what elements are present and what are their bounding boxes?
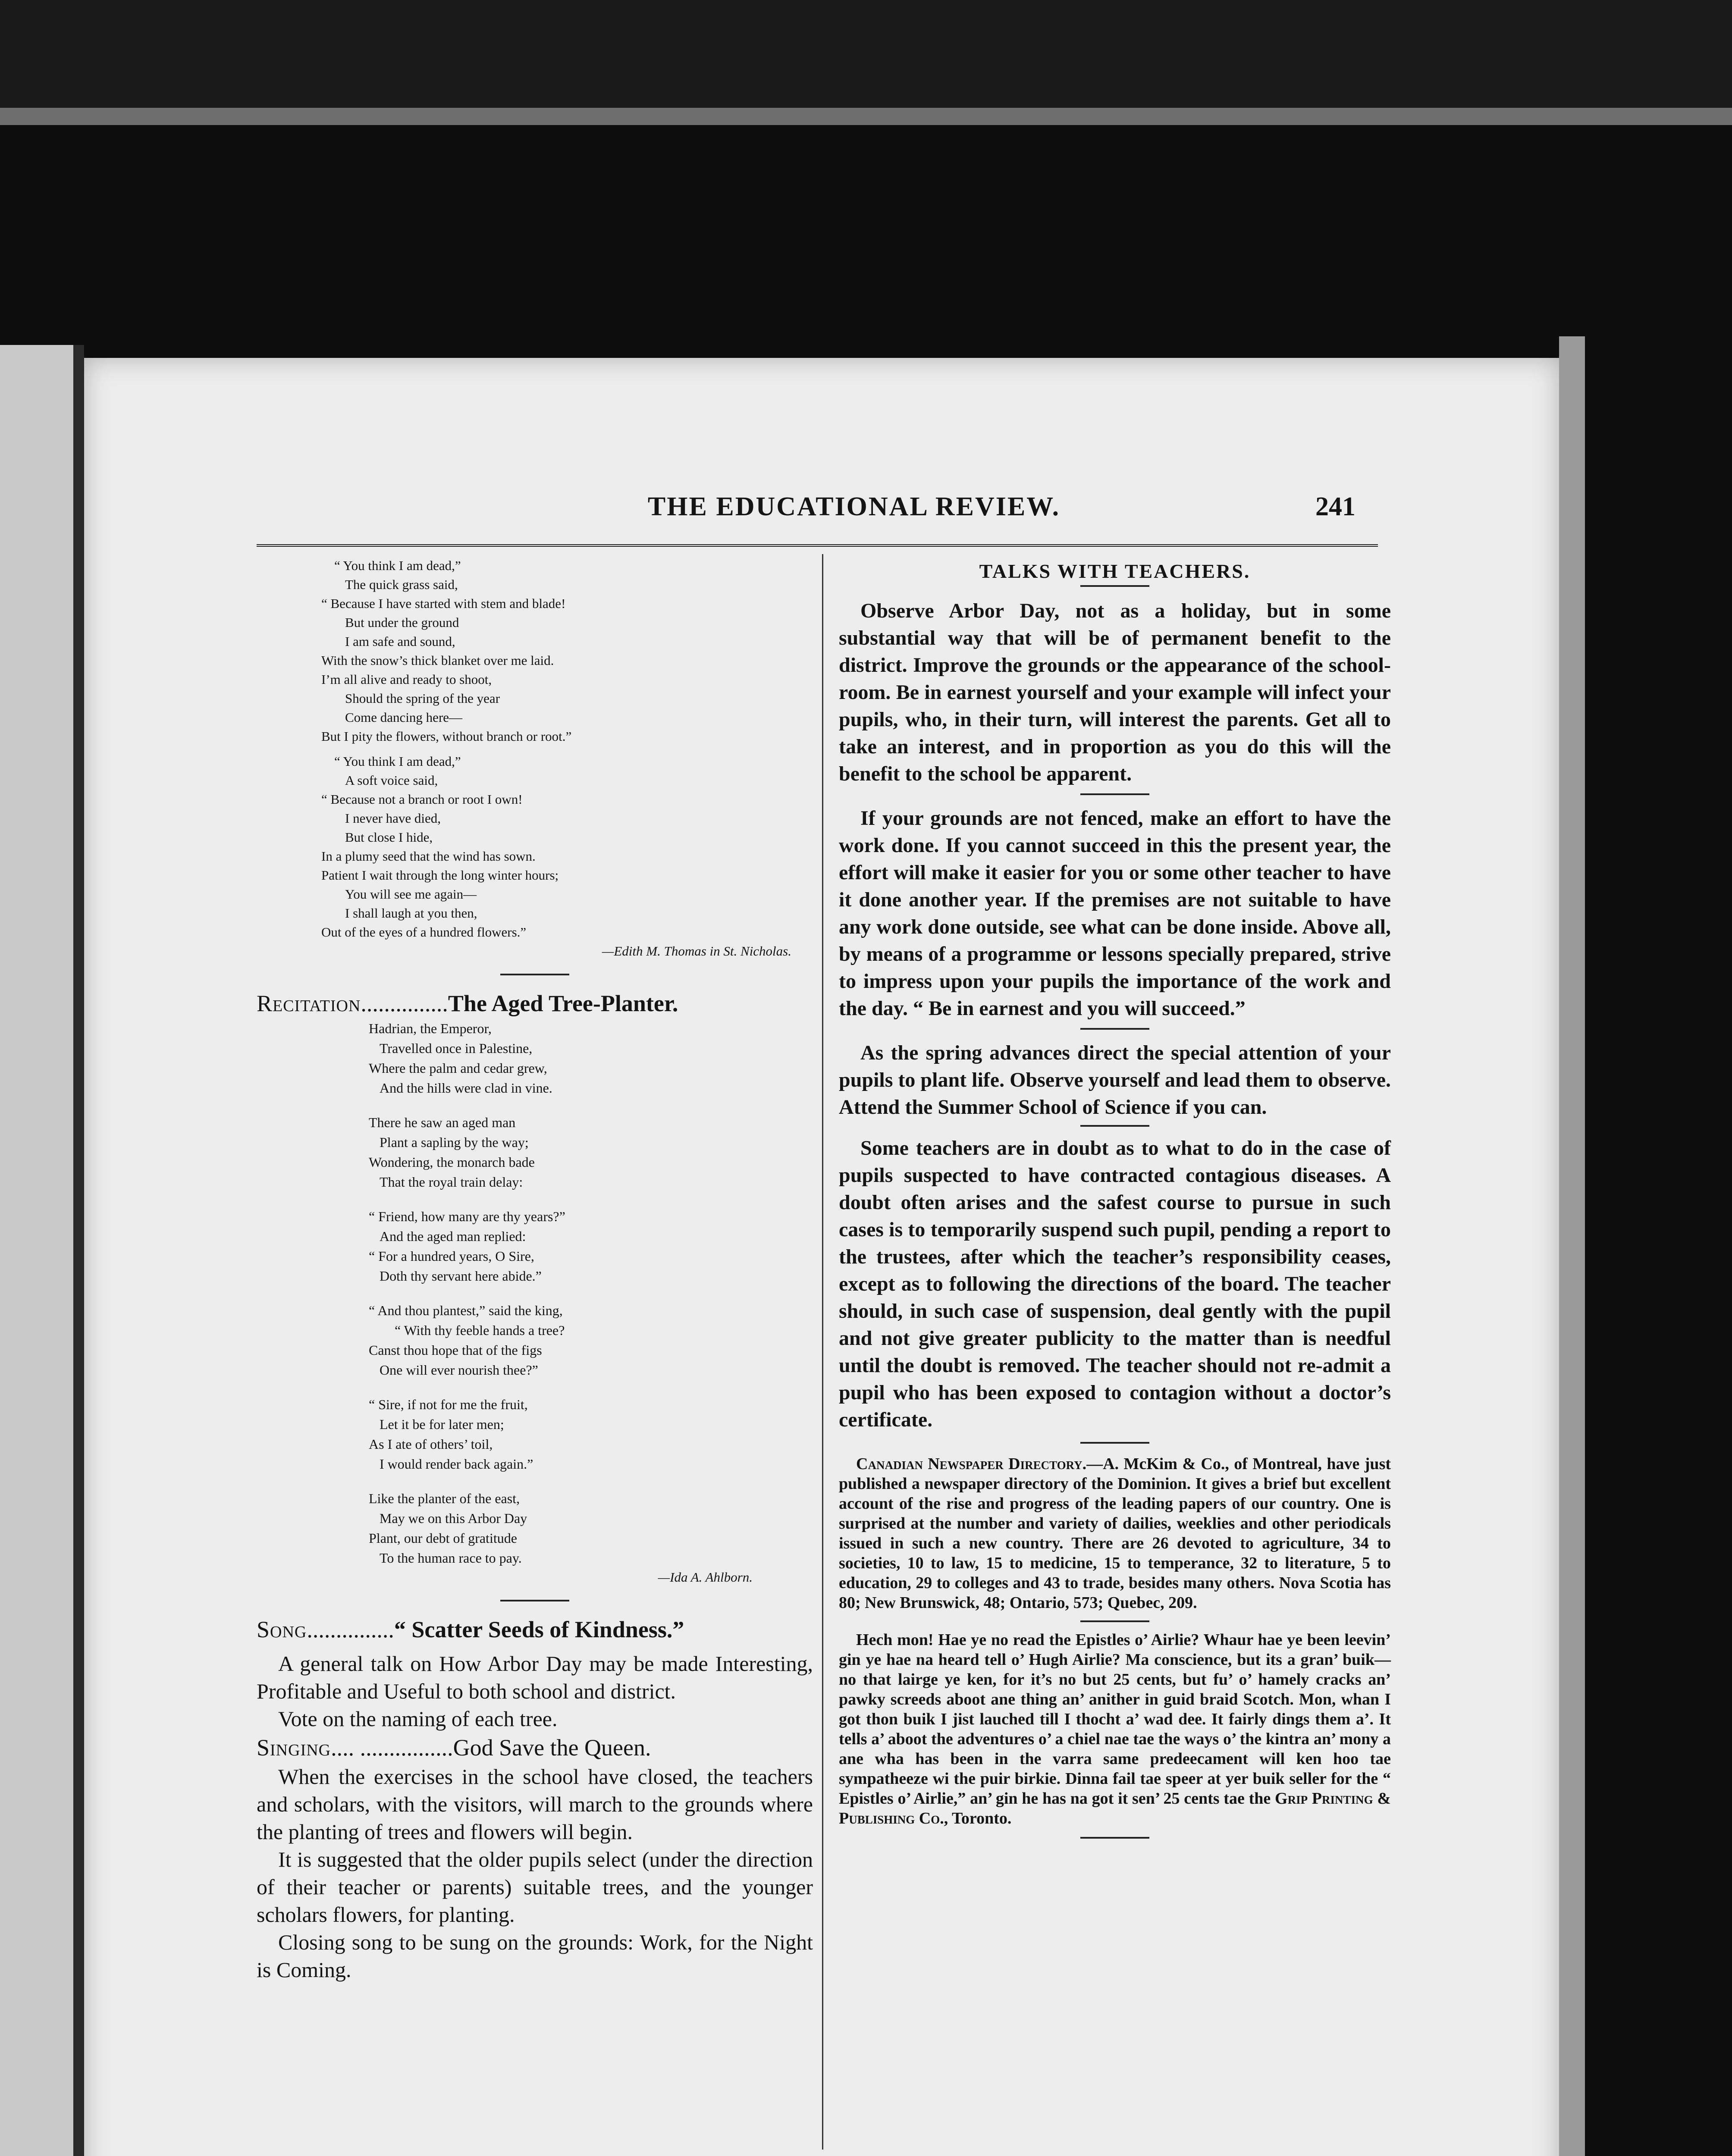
song-heading	[257, 1614, 813, 1645]
poem-aged-tree-planter	[257, 1018, 813, 1568]
poem-line: I am safe and sound,	[345, 634, 455, 649]
epistles-advert	[839, 1630, 1391, 1828]
poem-line: You will see me again—	[345, 887, 477, 902]
poem-line: In a plumy seed that the wind has sown.	[321, 849, 536, 864]
poem-line: There he saw an aged man	[369, 1115, 516, 1130]
poem-line: “ Friend, how many are thy years?”	[369, 1209, 565, 1224]
talk-paragraph: If your grounds are not fenced, make an effort to have the work done. If you cannot succeed in this the present year, the effort will make it easier for you or some other teacher to have it done another year. If the premises are not suitable to have any work done outside, see what can be done inside. Above all, by means of a programme or lessons specially prepared, strive to impress upon your pupils the importance of the work and the day. “ Be in earnest and you will succeed.”	[839, 807, 1391, 1020]
advert-publisher: Grip Printing & Publishing Co.	[839, 1789, 1391, 1827]
page-stack-edge	[1559, 336, 1585, 2156]
poem-line: Like the planter of the east,	[369, 1491, 520, 1506]
vote-paragraph: Vote on the naming of each tree.	[278, 1707, 558, 1731]
poem-line: I never have died,	[345, 811, 441, 826]
poem-stanza	[369, 1206, 813, 1286]
singing-heading	[257, 1733, 813, 1763]
poem-quick-grass	[257, 556, 813, 942]
talk-paragraph: Observe Arbor Day, not as a holiday, but in some substantial way that will be of permanent benefit to the district. Improve the grounds or the appearance of the school-room. Be in earnest yourself and your example will infect your pupils, who, in their turn, will interest the parents. Get all to take an interest, and in proportion as you do this will the benefit to the school be apparent.	[839, 599, 1391, 785]
facing-page-edge	[0, 345, 73, 2156]
section-rule	[1080, 1620, 1149, 1622]
singing-label: Singing	[257, 1735, 331, 1761]
poem-stanza	[369, 1018, 813, 1098]
section-rule	[1080, 1442, 1149, 1444]
poem-line: I would render back again.”	[380, 1456, 533, 1472]
poem-line: The quick grass said,	[345, 577, 458, 592]
scanner-edge	[0, 108, 1732, 125]
poem-stanza	[369, 1395, 813, 1474]
poem-line: A soft voice said,	[345, 773, 438, 788]
poem-line: I shall laugh at you then,	[345, 906, 477, 921]
page-number: 241	[1315, 492, 1355, 521]
poem-line: “ You think I am dead,”	[334, 558, 461, 573]
section-rule	[1080, 585, 1149, 587]
section-rule	[1080, 1837, 1149, 1839]
poem-line: That the royal train delay:	[380, 1174, 523, 1190]
poem-line: “ For a hundred years, O Sire,	[369, 1248, 534, 1264]
advert-text: Hech mon! Hae ye no read the Epistles o’ Airlie? Whaur hae ye been leevin’ gin ye hae na heard tell o’ Hugh Airlie? Ma conscience, but its a gran’ buik—no that lairge ye ken, for it’s no but 25 cents, but fu’ o’ hamely cracks an’ pawky screeds aboot ane thing an’ anither in guid braid Scotch. Mon, whan I got thon buik I jist lauched till I thocht a’ wad dee. It fairly dings them a’. It tells a’ aboot the adventures o’ a chiel nae tae the ways o’ the kintra an’ mony a ane wha has been in the varra same predeecament will ken hoo tae sympatheeze wi the puir birkie. Dinna fail tae speer at yer buik seller for the “ Epistles o’ Airlie,” an’ gin he has na got it sen’ 25 cents tae the	[839, 1631, 1391, 1808]
poem-line: But close I hide,	[345, 830, 433, 845]
poem-line: Patient I wait through the long winter hours;	[321, 868, 559, 883]
song-title: “ Scatter Seeds of Kindness.”	[394, 1617, 684, 1642]
leader-dots: ...............	[307, 1617, 394, 1642]
poem-line: With the snow’s thick blanket over me laid.	[321, 653, 554, 668]
column-rule	[822, 554, 823, 2150]
running-title: THE EDUCATIONAL REVIEW.	[647, 492, 1061, 521]
poem-line: Let it be for later men;	[380, 1416, 504, 1432]
talk-paragraph: As the spring advances direct the special attention of your pupils to plant life. Observe yourself and lead them to observe. Attend the Summer School of Science if you can.	[839, 1041, 1391, 1119]
poem-line: To the human race to pay.	[380, 1550, 522, 1566]
poem-line: Come dancing here—	[345, 710, 463, 725]
poem-line: Where the palm and cedar grew,	[369, 1060, 547, 1076]
poem-line: Hadrian, the Emperor,	[369, 1021, 492, 1036]
poem-line: “ Because I have started with stem and blade!	[321, 596, 566, 611]
leader-dots: .... ................	[331, 1735, 453, 1761]
header-rule	[257, 544, 1378, 547]
poem-line: “ Sire, if not for me the fruit,	[369, 1397, 528, 1412]
recitation-heading	[257, 988, 813, 1018]
poem-line: Travelled once in Palestine,	[380, 1040, 533, 1056]
section-rule	[1080, 793, 1149, 795]
poem-stanza	[369, 1489, 813, 1568]
talk-paragraph: Some teachers are in doubt as to what to do in the case of pupils suspected to have contracted contagious diseases. A doubt often arises and the safest course to pursue in such cases is to temporarily suspend such pupil, pending a report to the trustees, after which the teacher’s responsibility ceases, except as to following the directions of the board. The teacher should, in such case of suspension, deal gently with the pupil and not give greater publicity to the matter than is needful until the doubt is removed. The teacher should not re-admit a pupil who has been exposed to contagion without a doctor’s certificate.	[839, 1137, 1391, 1431]
poem-line: May we on this Arbor Day	[380, 1510, 527, 1526]
poem-line: Canst thou hope that of the figs	[369, 1342, 542, 1358]
poem-line: “ And thou plantest,” said the king,	[369, 1303, 563, 1318]
poem-attribution: —Edith M. Thomas in St. Nicholas.	[602, 943, 791, 959]
poem-line: “ You think I am dead,”	[334, 754, 461, 769]
poem-line: Wondering, the monarch bade	[369, 1154, 535, 1170]
poem-line: Plant, our debt of gratitude	[369, 1530, 517, 1546]
section-rule	[1080, 1028, 1149, 1030]
book-gutter	[73, 345, 84, 2156]
poem-line: As I ate of others’ toil,	[369, 1436, 493, 1452]
poem-line: Doth thy servant here abide.”	[380, 1268, 542, 1284]
left-column	[257, 556, 813, 1984]
film-border-top	[0, 0, 1732, 108]
directory-lead: Canadian Newspaper Directory.	[856, 1455, 1087, 1473]
song-label: Song	[257, 1617, 307, 1642]
poem-line: One will ever nourish thee?”	[380, 1362, 538, 1378]
section-title: TALKS WITH TEACHERS.	[979, 560, 1251, 582]
right-column	[839, 556, 1391, 1839]
poem-line: And the aged man replied:	[380, 1228, 526, 1244]
directory-notice	[839, 1454, 1391, 1613]
leader-dots: ...............	[361, 990, 448, 1016]
singing-title: God Save the Queen.	[453, 1735, 651, 1761]
poem-stanza	[369, 1112, 813, 1192]
poem-stanza	[369, 1300, 813, 1380]
suggestion-paragraph: It is suggested that the older pupils select (under the direction of their teacher or parents) suitable trees, and the younger scholars flowers, for planting.	[257, 1847, 813, 1927]
recitation-label: Recitation	[257, 990, 361, 1016]
poem-line: “ With thy feeble hands a tree?	[395, 1322, 565, 1338]
poem-line: Plant a sapling by the way;	[380, 1134, 529, 1150]
poem-line: But I pity the flowers, without branch or root.”	[321, 729, 572, 744]
general-talk-paragraph: A general talk on How Arbor Day may be made Interesting, Profitable and Useful to both school and district.	[257, 1651, 813, 1703]
poem-line: But under the ground	[345, 615, 459, 630]
poem-line: Out of the eyes of a hundred flowers.”	[321, 924, 527, 940]
poem-attribution: —Ida A. Ahlborn.	[658, 1570, 753, 1585]
poem-line: I’m all alive and ready to shoot,	[321, 672, 492, 687]
exercises-paragraph: When the exercises in the school have closed, the teachers and scholars, with the visitors, will march to the grounds where the planting of trees and flowers will begin.	[257, 1764, 813, 1844]
section-rule	[1080, 1125, 1149, 1127]
poem-line: And the hills were clad in vine.	[380, 1080, 552, 1096]
closing-song-paragraph: Closing song to be sung on the grounds: Work, for the Night is Coming.	[257, 1930, 813, 1982]
section-rule	[500, 1600, 569, 1601]
recitation-title: The Aged Tree-Planter.	[448, 990, 678, 1016]
section-rule	[500, 974, 569, 975]
advert-city: , Toronto.	[944, 1809, 1012, 1827]
poem-line: “ Because not a branch or root I own!	[321, 792, 523, 807]
directory-text: —A. McKim & Co., of Montreal, have just published a newspaper directory of the Dominion. It gives a brief but excellent account of the rise and progress of the leading papers of our country. One is surprised at the number and variety of dailies, weeklies and other periodicals issued in such a new country. There are 26 devoted to agriculture, 34 to societies, 10 to law, 15 to medicine, 15 to temperance, 32 to literature, 5 to education, 29 to colleges and 43 to trade, besides many others. Nova Scotia has 80; New Brunswick, 48; Ontario, 573; Quebec, 209.	[839, 1455, 1391, 1612]
poem-line: Should the spring of the year	[345, 691, 500, 706]
